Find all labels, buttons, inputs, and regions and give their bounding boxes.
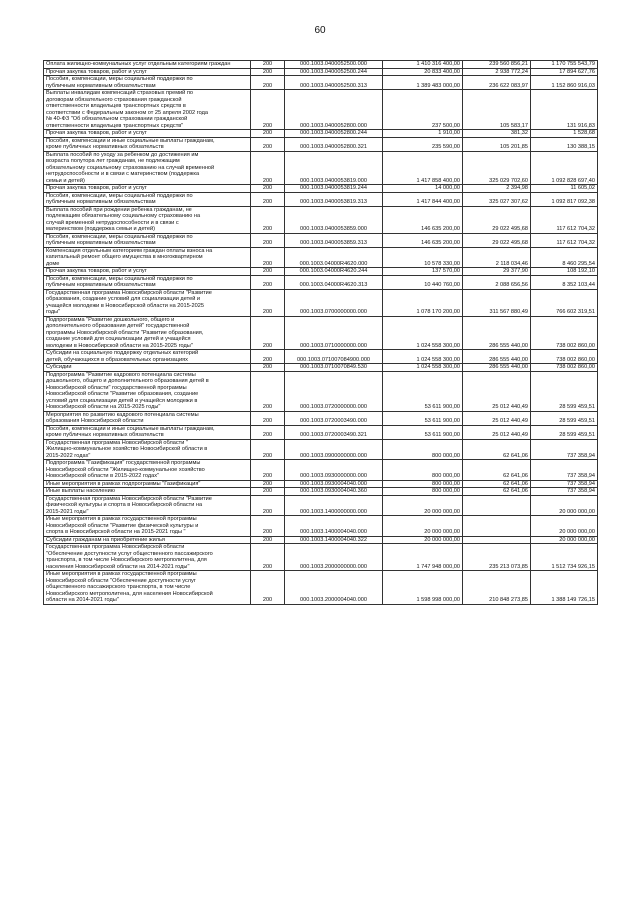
row-approved-amount: 1 024 558 300,00	[383, 316, 463, 350]
table-row	[44, 411, 598, 425]
row-name: Государственная программа Новосибирской области "Обеспечение доступности услуг общественного пассажирского транспорта, в том числе Новосибирского метрополитена, для населения Новосибирской области на 2014-2021 годы"	[44, 544, 251, 571]
row-executed-amount: 239 560 856,21	[463, 61, 531, 69]
row-csr-code: 000.1003.1400004040.322	[285, 536, 383, 544]
row-unexecuted-amount: 1 092 828 697,40	[531, 151, 598, 185]
table-row	[44, 185, 598, 193]
row-executed-amount: 325 027 307,62	[463, 192, 531, 206]
row-csr-code: 000.1003.0710000000.000	[285, 316, 383, 350]
row-unexecuted-amount: 766 602 319,51	[531, 289, 598, 316]
row-approved-amount: 1 024 558 300,00	[383, 364, 463, 372]
row-name: Подпрограмма "Развитие кадрового потенциала системы дошкольного, общего и дополнительного образования детей в Новосибирской области" государственной программы Новосибирской области "Развитие образования, создание условий для социализации детей и учащейся молодежи в Новосибирской области на 2015-2025 годы"	[44, 371, 251, 411]
row-unexecuted-amount: 28 599 459,51	[531, 425, 598, 439]
row-approved-amount: 237 500,00	[383, 90, 463, 130]
row-approved-amount: 146 635 200,00	[383, 206, 463, 233]
row-executed-amount: 286 555 440,00	[463, 316, 531, 350]
row-approved-amount: 800 000,00	[383, 460, 463, 481]
row-executed-amount: 2 938 772,24	[463, 68, 531, 76]
row-csr-code: 000.1003.2000000000.000	[285, 544, 383, 571]
row-code: 200	[251, 137, 285, 151]
table-row	[44, 233, 598, 247]
row-executed-amount: 29 022 495,68	[463, 233, 531, 247]
row-csr-code: 000.1003.2000004040.000	[285, 571, 383, 605]
row-approved-amount: 146 635 200,00	[383, 233, 463, 247]
row-name: Прочая закупка товаров, работ и услуг	[44, 68, 251, 76]
row-unexecuted-amount: 1 512 734 926,15	[531, 544, 598, 571]
row-executed-amount: 25 012 440,49	[463, 371, 531, 411]
table-row	[44, 130, 598, 138]
row-code: 200	[251, 90, 285, 130]
row-executed-amount: 62 641,06	[463, 439, 531, 460]
row-unexecuted-amount: 1 528,68	[531, 130, 598, 138]
row-unexecuted-amount: 117 612 704,32	[531, 233, 598, 247]
row-approved-amount: 235 590,00	[383, 137, 463, 151]
row-code: 200	[251, 192, 285, 206]
row-executed-amount: 2 118 034,46	[463, 247, 531, 268]
row-unexecuted-amount: 737 358,94	[531, 480, 598, 488]
row-code: 200	[251, 516, 285, 537]
row-executed-amount: 25 012 440,49	[463, 411, 531, 425]
row-executed-amount: 29 377,90	[463, 268, 531, 276]
row-approved-amount: 1 910,00	[383, 130, 463, 138]
row-unexecuted-amount: 738 002 860,00	[531, 350, 598, 364]
row-executed-amount: 105 583,17	[463, 90, 531, 130]
row-approved-amount: 53 611 900,00	[383, 411, 463, 425]
row-code: 200	[251, 488, 285, 496]
row-name: Пособия, компенсации, меры социальной поддержки по публичным нормативным обязательствам	[44, 76, 251, 90]
table-row	[44, 571, 598, 605]
row-executed-amount: 381,32	[463, 130, 531, 138]
table-row	[44, 61, 598, 69]
table-row	[44, 350, 598, 364]
row-code: 200	[251, 571, 285, 605]
row-name: Государственная программа Новосибирской области " Жилищно-коммунальное хозяйство Новосибирской области в 2015-2022 годах"	[44, 439, 251, 460]
table-row	[44, 460, 598, 481]
row-csr-code: 000.1003.04000R4620.000	[285, 247, 383, 268]
row-approved-amount: 800 000,00	[383, 480, 463, 488]
row-executed-amount: 210 848 273,85	[463, 571, 531, 605]
page-number: 60	[314, 25, 326, 36]
row-name: Подпрограмма "Газификация" государственной программы Новосибирской области "Жилищно-коммунальное хозяйство Новосибирской области в 2015-2022 годах"	[44, 460, 251, 481]
row-csr-code: 000.1003.0400052500.244	[285, 68, 383, 76]
row-code: 200	[251, 480, 285, 488]
row-csr-code: 000.1003.0400053819.313	[285, 192, 383, 206]
row-name: Выплата пособий по уходу за ребенком до достижения им возраста полутора лет гражданам, не подлежащим обязательному социальному страхованию на случай временной нетрудоспособности и в связи с материнством (поддержка семьи и детей)	[44, 151, 251, 185]
row-approved-amount: 1 417 844 400,00	[383, 192, 463, 206]
row-unexecuted-amount: 130 388,15	[531, 137, 598, 151]
row-approved-amount: 1 598 998 000,00	[383, 571, 463, 605]
row-code: 200	[251, 289, 285, 316]
table-row	[44, 289, 598, 316]
row-executed-amount: 235 213 073,85	[463, 544, 531, 571]
row-executed-amount	[463, 536, 531, 544]
table-row	[44, 488, 598, 496]
row-csr-code: 000.1003.0720003490.000	[285, 411, 383, 425]
row-executed-amount: 25 012 440,49	[463, 425, 531, 439]
row-unexecuted-amount: 8 460 295,54	[531, 247, 598, 268]
row-unexecuted-amount: 108 192,10	[531, 268, 598, 276]
row-approved-amount: 1 747 948 000,00	[383, 544, 463, 571]
row-executed-amount: 2 088 656,56	[463, 275, 531, 289]
row-approved-amount: 1 024 558 300,00	[383, 350, 463, 364]
row-name: Прочая закупка товаров, работ и услуг	[44, 268, 251, 276]
row-approved-amount: 20 833 400,00	[383, 68, 463, 76]
table-row	[44, 516, 598, 537]
row-name: Оплата жилищно-коммунальных услуг отдельным категориям граждан	[44, 61, 251, 69]
budget-table	[43, 60, 598, 605]
row-csr-code: 000.1003.0400052800.244	[285, 130, 383, 138]
row-approved-amount: 10 578 330,00	[383, 247, 463, 268]
row-unexecuted-amount: 1 388 149 726,15	[531, 571, 598, 605]
row-approved-amount: 10 440 760,00	[383, 275, 463, 289]
row-name: Субсидии на социальную поддержку отдельных категорий детей, обучающихся в образовательных организациях	[44, 350, 251, 364]
row-approved-amount: 20 000 000,00	[383, 536, 463, 544]
row-code: 200	[251, 206, 285, 233]
row-code: 200	[251, 411, 285, 425]
row-unexecuted-amount: 28 599 459,51	[531, 371, 598, 411]
row-name: Выплата пособий при рождении ребенка гражданам, не подлежащим обязательному социальному страхованию на случай временной нетрудоспособности и в связи с материнством (поддержка семьи и детей)	[44, 206, 251, 233]
table-row	[44, 275, 598, 289]
table-row	[44, 495, 598, 516]
row-approved-amount: 800 000,00	[383, 488, 463, 496]
table-row	[44, 316, 598, 350]
row-csr-code: 000.1003.0400053819.000	[285, 151, 383, 185]
row-csr-code: 000.1003.0400053819.244	[285, 185, 383, 193]
row-unexecuted-amount: 131 916,83	[531, 90, 598, 130]
row-name: Прочая закупка товаров, работ и услуг	[44, 185, 251, 193]
row-executed-amount: 286 555 440,00	[463, 364, 531, 372]
row-executed-amount: 105 201,85	[463, 137, 531, 151]
row-code: 200	[251, 247, 285, 268]
row-code: 200	[251, 425, 285, 439]
row-executed-amount: 286 555 440,00	[463, 350, 531, 364]
row-name: Компенсация отдельным категориям граждан оплаты взноса на капитальный ремонт общего имущества в многоквартирном доме	[44, 247, 251, 268]
row-approved-amount: 1 078 170 200,00	[383, 289, 463, 316]
row-unexecuted-amount: 28 599 459,51	[531, 411, 598, 425]
table-row	[44, 76, 598, 90]
row-name: Субсидии	[44, 364, 251, 372]
row-code: 200	[251, 544, 285, 571]
row-csr-code: 000.1003.0900000000.000	[285, 439, 383, 460]
row-approved-amount: 20 000 000,00	[383, 516, 463, 537]
row-name: Пособия, компенсации, меры социальной поддержки по публичным нормативным обязательствам	[44, 192, 251, 206]
row-unexecuted-amount: 1 152 860 916,03	[531, 76, 598, 90]
row-unexecuted-amount: 1 092 817 092,38	[531, 192, 598, 206]
row-code: 200	[251, 61, 285, 69]
row-code: 200	[251, 439, 285, 460]
row-name: Иные мероприятия в рамках государственной программы Новосибирской области "Развитие физической культуры и спорта в Новосибирской области на 2015-2021 годы "	[44, 516, 251, 537]
table-row	[44, 68, 598, 76]
row-csr-code: 000.1003.04000R4620.244	[285, 268, 383, 276]
row-unexecuted-amount: 20 000 000,00	[531, 536, 598, 544]
row-code: 200	[251, 130, 285, 138]
row-approved-amount: 53 611 900,00	[383, 371, 463, 411]
row-unexecuted-amount: 20 000 000,00	[531, 516, 598, 537]
row-code: 200	[251, 68, 285, 76]
row-name: Государственная программа Новосибирской области "Развитие физической культуры и спорта в Новосибирской области на 2015-2021 годы"	[44, 495, 251, 516]
row-code: 200	[251, 350, 285, 364]
row-unexecuted-amount: 1 170 755 543,79	[531, 61, 598, 69]
row-name: Выплаты инвалидам компенсаций страховых премий по договорам обязательного страхования гражданской ответственности владельцев транспортных средств в соответствии с Федеральным законом от 25 апреля 2002 года № 40-ФЗ "Об обязательном страховании гражданской ответственности владельцев транспортных средств"	[44, 90, 251, 130]
row-csr-code: 000.1003.0720000000.000	[285, 371, 383, 411]
row-name: Иные мероприятия в рамках подпрограммы "Газификация"	[44, 480, 251, 488]
row-name: Пособия, компенсации, меры социальной поддержки по публичным нормативным обязательствам	[44, 233, 251, 247]
row-csr-code: 000.1003.0700000000.000	[285, 289, 383, 316]
row-approved-amount: 800 000,00	[383, 439, 463, 460]
row-name: Иные мероприятия в рамках государственной программы Новосибирской области "Обеспечение доступности услуг общественного пассажирского транспорта, в том числе Новосибирского метрополитена, для населения Новосибирской области на 2014-2021 годы"	[44, 571, 251, 605]
row-code: 200	[251, 275, 285, 289]
row-csr-code: 000.1003.04000R4620.313	[285, 275, 383, 289]
row-code: 200	[251, 268, 285, 276]
row-unexecuted-amount: 20 000 000,00	[531, 495, 598, 516]
table-row	[44, 90, 598, 130]
table-row	[44, 247, 598, 268]
row-executed-amount: 62 641,06	[463, 480, 531, 488]
table-row	[44, 192, 598, 206]
table-row	[44, 137, 598, 151]
row-name: Прочая закупка товаров, работ и услуг	[44, 130, 251, 138]
row-approved-amount: 1 410 316 400,00	[383, 61, 463, 69]
row-name: Пособия, компенсации, меры социальной поддержки по публичным нормативным обязательствам	[44, 275, 251, 289]
row-name: Пособия, компенсации и иные социальные выплаты гражданам, кроме публичных нормативных обязательств	[44, 425, 251, 439]
row-csr-code: 000.1003.071007084900.000	[285, 350, 383, 364]
row-code: 200	[251, 76, 285, 90]
row-name: Мероприятия по развитию кадрового потенциала системы образования Новосибирской области	[44, 411, 251, 425]
row-name: Иные выплаты населению	[44, 488, 251, 496]
row-executed-amount: 236 622 083,97	[463, 76, 531, 90]
table-row	[44, 371, 598, 411]
row-code: 200	[251, 536, 285, 544]
row-executed-amount	[463, 516, 531, 537]
row-csr-code: 000.1003.0930004040.000	[285, 480, 383, 488]
row-csr-code: 000.1003.0400052800.000	[285, 90, 383, 130]
row-code: 200	[251, 495, 285, 516]
row-code: 200	[251, 364, 285, 372]
row-unexecuted-amount: 738 002 860,00	[531, 316, 598, 350]
row-approved-amount: 1 389 483 000,00	[383, 76, 463, 90]
row-code: 200	[251, 151, 285, 185]
row-name: Пособия, компенсации и иные социальные выплаты гражданам, кроме публичных нормативных обязательств	[44, 137, 251, 151]
table-row	[44, 536, 598, 544]
row-code: 200	[251, 185, 285, 193]
row-unexecuted-amount: 117 612 704,32	[531, 206, 598, 233]
row-csr-code: 000.1003.1400000000.000	[285, 495, 383, 516]
row-executed-amount	[463, 495, 531, 516]
row-unexecuted-amount: 737 358,94	[531, 439, 598, 460]
table-row	[44, 480, 598, 488]
row-csr-code: 000.1003.0720003490.321	[285, 425, 383, 439]
budget-table-body	[44, 61, 598, 605]
row-csr-code: 000.1003.0400053859.000	[285, 206, 383, 233]
row-unexecuted-amount: 737 358,94	[531, 460, 598, 481]
row-code: 200	[251, 316, 285, 350]
row-csr-code: 000.1003.0400053859.313	[285, 233, 383, 247]
table-row	[44, 268, 598, 276]
row-executed-amount: 311 567 880,49	[463, 289, 531, 316]
row-approved-amount: 14 000,00	[383, 185, 463, 193]
table-row	[44, 151, 598, 185]
row-csr-code: 000.1003.0400052500.000	[285, 61, 383, 69]
table-row	[44, 544, 598, 571]
row-name: Субсидии гражданам на приобретение жилья	[44, 536, 251, 544]
row-csr-code: 000.1003.1400004040.000	[285, 516, 383, 537]
table-row	[44, 364, 598, 372]
row-unexecuted-amount: 11 605,02	[531, 185, 598, 193]
row-approved-amount: 137 570,00	[383, 268, 463, 276]
row-code: 200	[251, 233, 285, 247]
row-executed-amount: 325 029 702,60	[463, 151, 531, 185]
row-unexecuted-amount: 738 002 860,00	[531, 364, 598, 372]
row-csr-code: 000.1003.0930000000.000	[285, 460, 383, 481]
row-csr-code: 000.1003.0930004040.360	[285, 488, 383, 496]
row-code: 200	[251, 460, 285, 481]
table-row	[44, 439, 598, 460]
row-name: Государственная программа Новосибирской области "Развитие образования, создание условий для социализации детей и учащейся молодежи в Новосибирской области на 2015-2025 годы"	[44, 289, 251, 316]
row-unexecuted-amount: 8 352 103,44	[531, 275, 598, 289]
row-executed-amount: 2 394,98	[463, 185, 531, 193]
row-csr-code: 000.1003.0400052500.313	[285, 76, 383, 90]
row-csr-code: 000.1003.0400052800.321	[285, 137, 383, 151]
row-code: 200	[251, 371, 285, 411]
row-executed-amount: 62 641,06	[463, 460, 531, 481]
row-approved-amount: 1 417 858 400,00	[383, 151, 463, 185]
row-approved-amount: 53 611 900,00	[383, 425, 463, 439]
row-executed-amount: 62 641,06	[463, 488, 531, 496]
row-unexecuted-amount: 737 358,94	[531, 488, 598, 496]
table-row	[44, 425, 598, 439]
row-unexecuted-amount: 17 894 627,76	[531, 68, 598, 76]
row-executed-amount: 29 022 495,68	[463, 206, 531, 233]
row-name: Подпрограмма "Развитие дошкольного, общего и дополнительного образования детей" государственной программы Новосибирской области "Развитие образования, создание условий для социализации детей и учащейся молодежи в Новосибирской области на 2015-2025 годы"	[44, 316, 251, 350]
row-csr-code: 000.1003.0710070849.530	[285, 364, 383, 372]
table-row	[44, 206, 598, 233]
row-approved-amount: 20 000 000,00	[383, 495, 463, 516]
